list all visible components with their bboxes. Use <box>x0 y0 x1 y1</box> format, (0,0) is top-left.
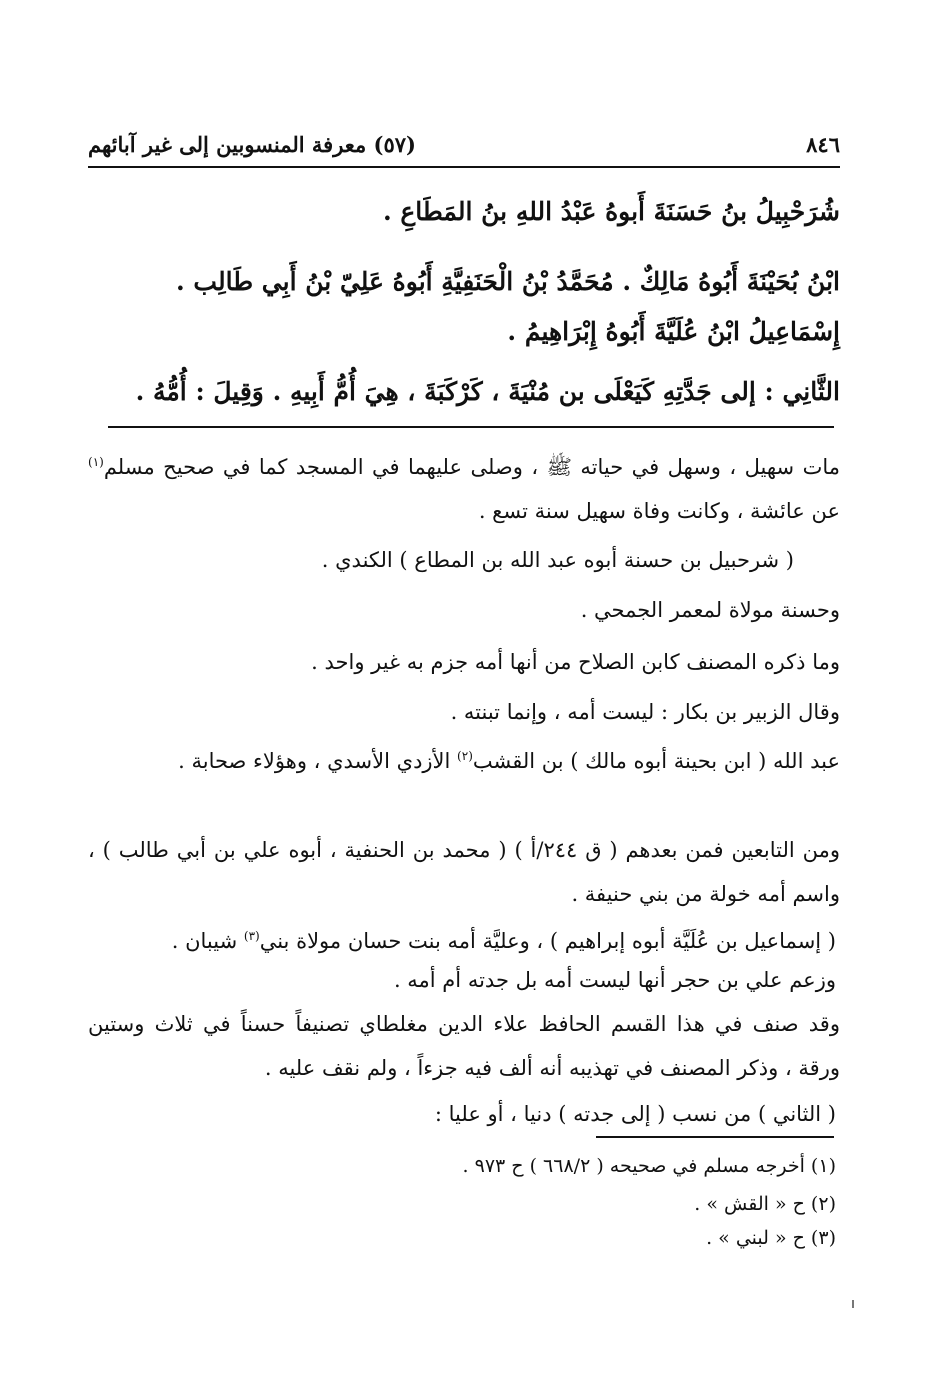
matn-separator <box>108 426 834 428</box>
scan-speck <box>852 1300 854 1308</box>
sharh-paragraph-10: وقد صنف في هذا القسم الحافظ علاء الدين مغلطاي تصنيفاً حسناً في ثلاث وستين ورقة ، وذكر المصنف في تهذيبه أنه ألف فيه جزءاً ، ولم نقف عليه . <box>88 1012 840 1080</box>
footnote-1: (١) أخرجه مسلم في صحيحه ( ٦٦٨/٢ ) ح ٩٧٣ . <box>462 1155 836 1177</box>
footnote-ref-3: (٣) <box>243 929 260 943</box>
matn-line-3: إِسْمَاعِيلُ ابْنُ عُلَيَّةَ أَبُوهُ إِبْرَاهِيمُ . <box>507 317 840 346</box>
sharh-p6-text-b: الأزدي الأسدي ، وهؤلاء صحابة . <box>178 749 458 773</box>
matn-line-2: ابْنُ بُحَيْنَةَ أَبُوهُ مَالِكٌ . مُحَمَّدُ بْنُ الْحَنَفِيَّةِ أَبُوهُ عَلِيّ بْنُ أَبِي طَالِب . <box>176 267 840 296</box>
footnote-ref-2: (٢) <box>457 749 473 763</box>
footnote-2: (٢) ح « القش » . <box>694 1193 836 1215</box>
matn-line-1: شُرَحْبِيلُ بنُ حَسَنَةَ أَبوهُ عَبْدُ اللهِ بنُ المَطَاعِ . <box>382 197 840 226</box>
page-number: ٨٤٦ <box>806 132 840 157</box>
footnote-separator <box>596 1136 834 1138</box>
running-title: (٥٧) معرفة المنسوبين إلى غير آبائهم <box>88 132 416 157</box>
footnote-3: (٣) ح « لبني » . <box>706 1227 836 1249</box>
sharh-paragraph-8 <box>84 914 836 963</box>
sharh-paragraph-6 <box>88 734 840 783</box>
sharh-p8-text-b: شيبان . <box>171 929 244 953</box>
footnote-ref-1: (١) <box>88 455 104 469</box>
sharh-paragraph-3: وحسنة مولاة لمعمر الجمحي . <box>580 598 840 622</box>
sharh-paragraph-2: ( شرحبيل بن حسنة أبوه عبد الله بن المطاع ) الكندي . <box>321 548 794 572</box>
sharh-paragraph-4: وما ذكره المصنف كابن الصلاح من أنها أمه جزم به غير واحد . <box>311 650 840 674</box>
sharh-paragraph-11: ( الثاني ) من نسب ( إلى جدته ) دنيا ، أو عليا : <box>434 1102 836 1126</box>
sharh-paragraph-5: وقال الزبير بن بكار : ليست أمه ، وإنما تبنته . <box>450 700 840 724</box>
sharh-paragraph-7: ومن التابعين فمن بعدهم ( ق ٢٤٤/أ ) ( محمد بن الحنفية ، أبوه علي بن أبي طالب ) ، واسم أمه خولة من بني حنيفة . <box>88 838 840 906</box>
header-rule <box>88 166 840 168</box>
matn-line-4: الثَّانِي : إلى جَدَّتِهِ كَيَعْلَى بن مُنْيَةَ ، كَرْكَبَةَ ، هِيَ أُمُّ أَبِيهِ . وَقِيلَ : أُمُّهُ . <box>135 377 840 406</box>
sharh-p8-text-a: ( إسماعيل بن عُلَيَّة أبوه إبراهيم ) ، وعليَّة أمه بنت حسان مولاة بني <box>259 929 836 953</box>
sharh-p1-text-a: مات سهيل ، وسهل في حياته ﷺ ، وصلى عليهما في المسجد كما في صحيح مسلم <box>103 455 840 479</box>
page-header <box>88 128 840 164</box>
sharh-paragraph-1 <box>88 440 840 533</box>
sharh-p6-text-a: عبد الله ( ابن بحينة أبوه مالك ) بن القشب <box>472 749 840 773</box>
sharh-p1-text-b: عن عائشة ، وكانت وفاة سهيل سنة تسع . <box>478 499 840 523</box>
sharh-paragraph-9: وزعم علي بن حجر أنها ليست أمه بل جدته أم أمه . <box>393 968 836 992</box>
